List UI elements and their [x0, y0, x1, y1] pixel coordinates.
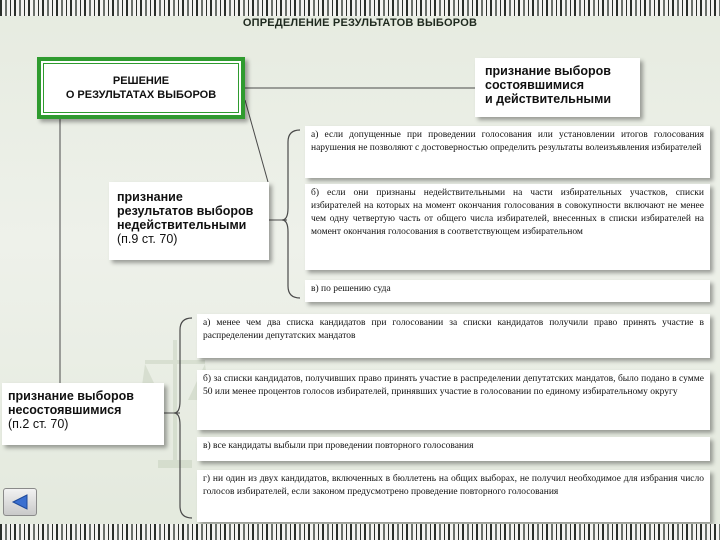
decision-line2: О РЕЗУЛЬТАТАХ ВЫБОРОВ — [65, 89, 217, 101]
decision-inner-frame — [43, 63, 239, 113]
back-button[interactable] — [3, 488, 37, 516]
notheld-reference: (п.2 ст. 70) — [8, 417, 69, 431]
notheld-condition-b: б) за списки кандидатов, получивших право принять участие в распределении депутатских мандатов, было подано в сумме 50 или менее процентов голосов избирателей, принявших участие в голосовании по единому избирательному округу — [197, 370, 710, 430]
decision-box — [37, 57, 245, 119]
valid-line3: и действительными — [485, 92, 612, 106]
notheld-condition-a: а) менее чем два списка кандидатов при голосовании за списки кандидатов получили право принять участие в распределении депутатских мандатов — [197, 314, 710, 358]
valid-line2: состоявшимися — [485, 78, 585, 92]
notheld-condition-d: г) ни один из двух кандидатов, включенных в бюллетень на общих выборах, не получил необходимое для избрания число голосов избирателей, если законом предусмотрено проведение повторного голосования — [197, 470, 710, 522]
valid-line1: признание выборов — [485, 64, 611, 78]
invalid-condition-a: а) если допущенные при проведении голосования или установлении итогов голосования нарушения не позволяют с достоверностью определить результаты волеизъявления избирателей — [305, 126, 710, 178]
notheld-condition-c: в) все кандидаты выбыли при проведении повторного голосования — [197, 437, 710, 461]
invalid-condition-c: в) по решению суда — [305, 280, 710, 302]
arrow-left-icon — [10, 493, 30, 511]
invalid-condition-b: б) если они признаны недействительными на части избирательных участков, списки избирателей на которых на момент окончания голосования в совокупности включают не менее чем одну четвертую часть от общего числа избирателей, внесенных в списки избирателей на момент окончания голосования в соответствующем избирательном — [305, 184, 710, 270]
invalid-reference: (п.9 ст. 70) — [117, 232, 178, 246]
bottom-decorative-stripe — [0, 524, 720, 540]
invalid-line2: результатов выборов — [117, 204, 254, 218]
notheld-line1: признание выборов — [8, 389, 134, 403]
not-held-box — [2, 383, 164, 445]
notheld-line2: несостоявшимися — [8, 403, 122, 417]
valid-elections-box — [475, 58, 640, 117]
invalid-line3: недействительными — [117, 218, 247, 232]
invalid-line1: признание — [117, 190, 183, 204]
page-title: ОПРЕДЕЛЕНИЕ РЕЗУЛЬТАТОВ ВЫБОРОВ — [242, 17, 478, 29]
invalid-results-box — [109, 182, 269, 260]
decision-line1: РЕШЕНИЕ — [112, 75, 170, 87]
